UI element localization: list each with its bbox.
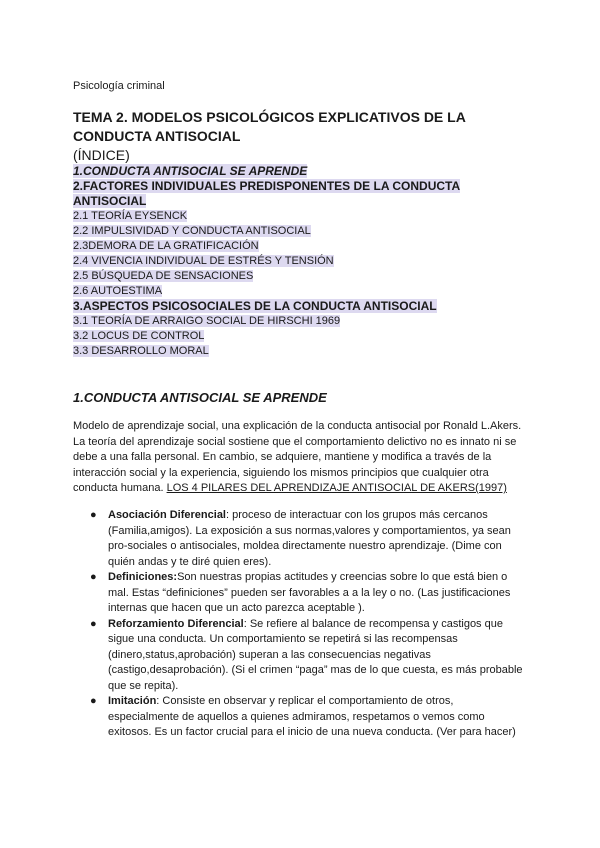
toc-item[interactable]: 3.ASPECTOS PSICOSOCIALES DE LA CONDUCTA ANTISOCIAL [73,299,437,313]
list-item [73,508,523,570]
table-of-contents [73,164,523,359]
index-label: (ÍNDICE) [73,147,130,163]
toc-item[interactable]: 3.3 DESARROLLO MORAL [73,345,209,357]
toc-item[interactable]: 2.3DEMORA DE LA GRATIFICACIÓN [73,240,259,252]
toc-item[interactable]: 2.FACTORES INDIVIDUALES PREDISPONENTES DE LA CONDUCTA ANTISOCIAL [73,179,461,208]
bullet-term: Asociación Diferencial [108,509,226,521]
toc-item[interactable]: 1.CONDUCTA ANTISOCIAL SE APRENDE [73,164,308,178]
bullet-term: Definiciones: [108,571,178,583]
toc-item[interactable]: 2.2 IMPULSIVIDAD Y CONDUCTA ANTISOCIAL [73,225,311,237]
section-heading: 1.CONDUCTA ANTISOCIAL SE APRENDE [73,390,327,405]
toc-item[interactable]: 2.1 TEORÍA EYSENCK [73,210,188,222]
page-header: Psicología criminal [73,80,165,92]
bullet-text: : Se refiere al balance de recompensa y castigos que sigue una conducta. Un comportamiento se repetirá si las recompensas (dinero,status,aprobación) superan a las consecuencias negativas (castigo,desaprobación). (Si el crimen “paga” mas de lo que cuesta, es más probable que se repita). [108,617,523,692]
bullet-icon: ● [90,571,97,583]
list-item [73,570,523,617]
section-paragraph [73,419,533,497]
pillars-list [73,508,523,741]
list-item [73,694,523,741]
pillars-link[interactable]: LOS 4 PILARES DEL APRENDIZAJE ANTISOCIAL DE AKERS(1997) [166,482,507,494]
toc-item[interactable]: 2.4 VIVENCIA INDIVIDUAL DE ESTRÉS Y TENSIÓN [73,255,334,267]
list-item [73,617,523,695]
toc-item[interactable]: 3.2 LOCUS DE CONTROL [73,330,205,342]
document-title: TEMA 2. MODELOS PSICOLÓGICOS EXPLICATIVOS DE LA CONDUCTA ANTISOCIAL [73,109,466,144]
bullet-icon: ● [90,695,97,707]
bullet-term: Imitación [108,695,157,707]
toc-item[interactable]: 3.1 TEORÍA DE ARRAIGO SOCIAL DE HIRSCHI 1969 [73,315,341,327]
toc-item[interactable]: 2.5 BÚSQUEDA DE SENSACIONES [73,270,254,282]
bullet-icon: ● [90,617,97,630]
toc-item[interactable]: 2.6 AUTOESTIMA [73,285,163,297]
paragraph-text: Modelo de aprendizaje social, una explicación de la conducta antisocial por Ronald L.Akers. La teoría del aprendizaje social sostiene que el comportamiento delictivo no es innato ni se debe a una falla personal. En cambio, se adquiere, mantiene y modifica a través de la interacción social y la experiencia, siguiendo los mismos principios que cualquier otra conducta humana. [73,420,522,494]
bullet-term: Reforzamiento Diferencial [108,617,244,630]
bullet-text: Son nuestras propias actitudes y creencias sobre lo que está bien o mal. Estas “definiciones” pueden ser favorables a a la ley o no. (Las justificaciones internas que hacen que un acto parezca aceptable ). [108,571,511,614]
bullet-icon: ● [90,509,97,521]
bullet-text: : Consiste en observar y replicar el comportamiento de otros, especialmente de aquellos a quienes admiramos, respetamos o vemos como exitosos. Es un factor crucial para el inicio de una nueva conducta. (Ver para hacer) [108,695,516,738]
bullet-text: : proceso de interactuar con los grupos más cercanos (Familia,amigos). La exposición a sus normas,valores y comportamientos, ya sean pro-sociales o antisociales, moldea directamente nuestro aprendizaje. (Dime con quién andas y te diré quien eres). [108,509,511,568]
